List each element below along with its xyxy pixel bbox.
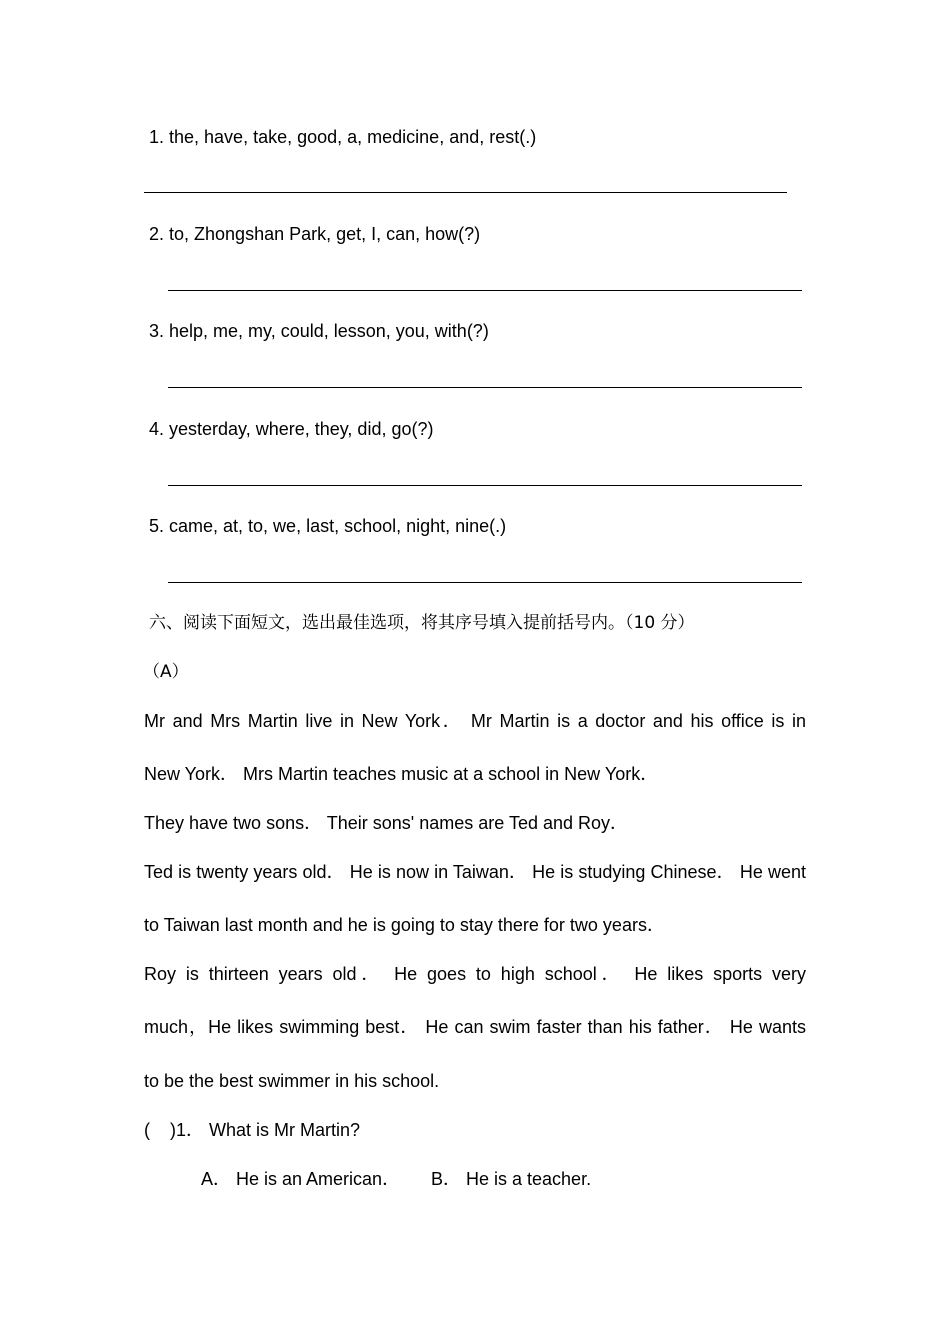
passage-line: to be the best swimmer in his school.: [144, 1071, 440, 1091]
passage-line: to Taiwan last month and he is going to stay there for two years．: [144, 915, 665, 935]
passage-line: much，He likes swimming best． He can swim faster than his father． He wants: [144, 1017, 806, 1037]
section-heading: 六、阅读下面短文，选出最佳选项，将其序号填入提前括号内。（10 分）: [149, 613, 695, 633]
passage-line: They have two sons． Their sons' names are Ted and Roy．: [144, 813, 629, 833]
reorder-item-5: 5. came, at, to, we, last, school, night, nine(.): [149, 516, 507, 536]
answer-line-3[interactable]: [168, 387, 802, 388]
answer-line-5[interactable]: [168, 582, 802, 583]
question-1-stem: ( )1． What is Mr Martin?: [144, 1120, 361, 1140]
reorder-item-2: 2. to, Zhongshan Park, get, I, can, how(?): [149, 224, 481, 244]
part-label: （A）: [143, 662, 189, 682]
question-1-option-b: B． He is a teacher.: [431, 1169, 592, 1189]
passage-line: New York． Mrs Martin teaches music at a school in New York．: [144, 764, 659, 784]
answer-line-4[interactable]: [168, 485, 802, 486]
reorder-item-3: 3. help, me, my, could, lesson, you, with(?): [149, 321, 489, 341]
answer-line-2[interactable]: [168, 290, 802, 291]
passage-line: Mr and Mrs Martin live in New York． Mr Martin is a doctor and his office is in: [144, 711, 806, 731]
reorder-item-4: 4. yesterday, where, they, did, go(?): [149, 419, 434, 439]
passage-line: Ted is twenty years old． He is now in Taiwan． He is studying Chinese． He went: [144, 862, 806, 882]
question-1-option-a: A． He is an American．: [201, 1169, 401, 1189]
passage-line: Roy is thirteen years old． He goes to high school． He likes sports very: [144, 964, 806, 984]
answer-line-1[interactable]: [144, 192, 787, 193]
reorder-item-1: 1. the, have, take, good, a, medicine, and, rest(.): [149, 127, 537, 147]
